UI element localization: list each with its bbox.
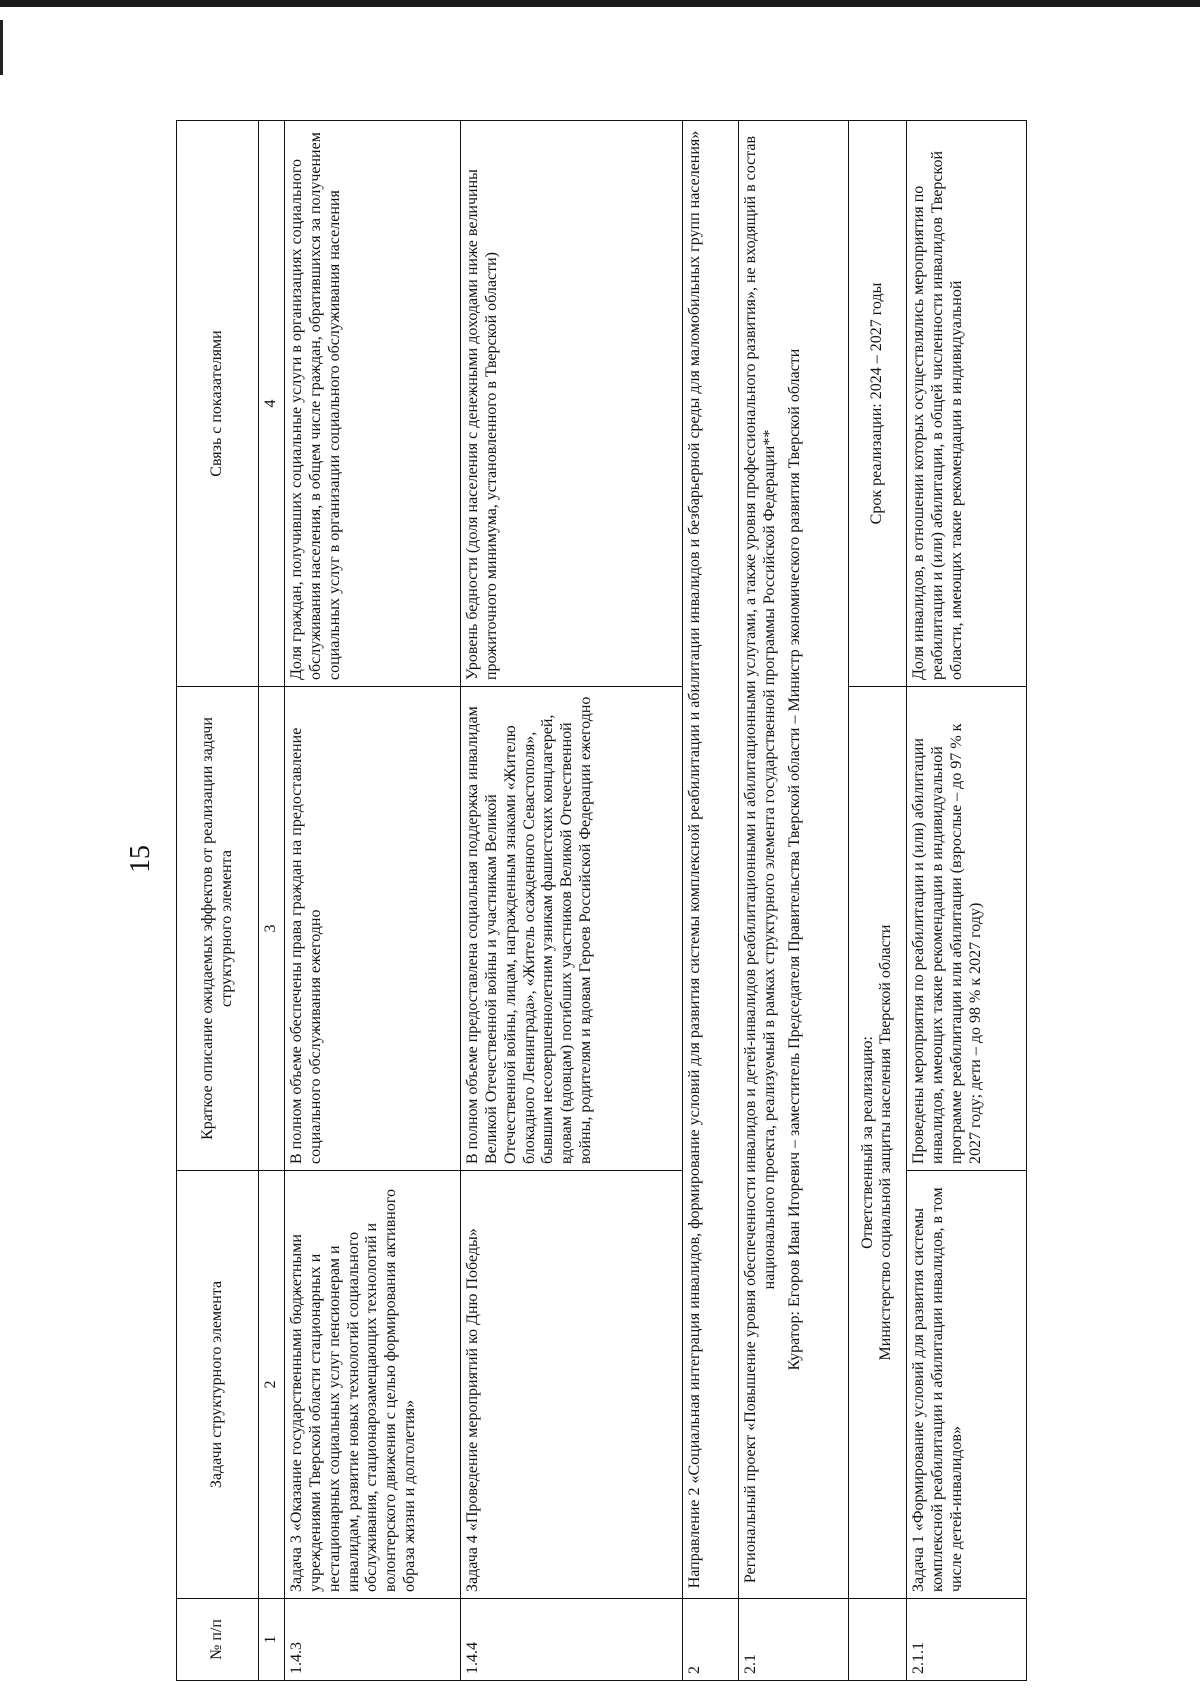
column-number: 4 (259, 121, 285, 687)
term: Срок реализации: 2024 – 2027 годы (848, 121, 906, 687)
page-number: 15 (125, 845, 156, 873)
direction-title: Направление 2 «Социальная интеграция инвалидов, формирование условий для развития системы комплексной реабилитации и абилитации инвалидов и безбарьерной среды для маломобильных групп населения» (682, 121, 738, 1599)
row-number: 2.1.1 (906, 1599, 1026, 1681)
column-number-row (259, 121, 285, 1681)
column-number: 1 (259, 1599, 285, 1681)
table-row (284, 121, 460, 1681)
responsible-label: Ответственный за реализацию: (858, 1036, 876, 1249)
scan-edge-top (0, 0, 1200, 7)
row-number: 1.4.3 (284, 1599, 460, 1681)
column-number: 2 (259, 1171, 285, 1599)
project-curator: Куратор: Егоров Иван Игоревич – заместитель Председателя Правительства Тверской области – Министр экономического развития Тверской области (785, 348, 803, 1371)
responsible-value: Министерство социальной защиты населения Тверской области (877, 924, 895, 1361)
row-link: Доля инвалидов, в отношении которых осуществлялись мероприятия по реабилитации и (или) абилитации, в общей численности инвалидов Тверской области, имеющих такие рекомендации в индивидуальной (906, 121, 1026, 687)
header-task: Задачи структурного элемента (177, 1171, 259, 1599)
table-row (460, 121, 682, 1681)
row-effect: Проведены мероприятия по реабилитации и (или) абилитации инвалидов, имеющих такие рекомендации в индивидуальной программе реабилитации или абилитации (взрослые – до 97 % к 2027 году; дети – до 98 % к 2027 году) (906, 687, 1026, 1171)
project-row (738, 121, 848, 1681)
project-number: 2.1 (738, 1599, 848, 1681)
column-number: 3 (259, 687, 285, 1171)
project-title: Региональный проект «Повышение уровня обеспеченности инвалидов и детей-инвалидов реабилитационными и абилитационными услугами, а также уровня профессионального развития», не входящий в состав национального проекта, реализуемый в рамках структурного элемента государственной программы Российской Федерации** (741, 135, 778, 1584)
row-number: 1.4.4 (460, 1599, 682, 1681)
project-cell (738, 121, 848, 1599)
row-task: Задача 1 «Формирование условий для развития системы комплексной реабилитации и абилитации инвалидов, в том числе детей-инвалидов» (906, 1171, 1026, 1599)
empty-cell (848, 1599, 906, 1681)
header-link: Связь с показателями (177, 121, 259, 687)
row-task: Задача 3 «Оказание государственными бюджетными учреждениями Тверской области стационарных и нестационарных социальных услуг пенсионерам и инвалидам, развитие новых технологий социального обслуживания, стационарозамещающих технологий и волонтерского движения с целью формирования активного образа жизни и долголетия» (284, 1171, 460, 1599)
direction-number: 2 (682, 1599, 738, 1681)
program-table (176, 120, 1027, 1681)
responsible-row (848, 121, 906, 1681)
row-effect: В полном объеме обеспечены права граждан на предоставление социального обслуживания ежегодно (284, 687, 460, 1171)
header-row (177, 121, 259, 1681)
row-link: Уровень бедности (доля населения с денежными доходами ниже величины прожиточного минимума, установленного в Тверской области) (460, 121, 682, 687)
direction-row (682, 121, 738, 1681)
row-task: Задача 4 «Проведение мероприятий ко Дню Победы» (460, 1171, 682, 1599)
row-link: Доля граждан, получивших социальные услуги в организациях социального обслуживания населения, в общем числе граждан, обратившихся за получением социальных услуг в организации социального обслуживания населения (284, 121, 460, 687)
header-effect: Краткое описание ожидаемых эффектов от реализации задачи структурного элемента (177, 687, 259, 1171)
table-row (906, 121, 1026, 1681)
row-effect: В полном объеме предоставлена социальная поддержка инвалидам Великой Отечественной войны и участникам Великой Отечественной войны, лицам, награжденным знаками «Жителю блокадного Ленинграда», «Житель осажденного Севастополя», бывшим несовершеннолетним узникам фашистских концлагерей, вдовам (вдовцам) погибших участников Великой Отечественной войны, родителям и вдовам Героев Российской Федерации ежегодно (460, 687, 682, 1171)
scan-edge-left (0, 20, 3, 75)
rotated-page (176, 121, 1036, 1681)
responsible-cell (848, 687, 906, 1599)
header-num: № п/п (177, 1599, 259, 1681)
